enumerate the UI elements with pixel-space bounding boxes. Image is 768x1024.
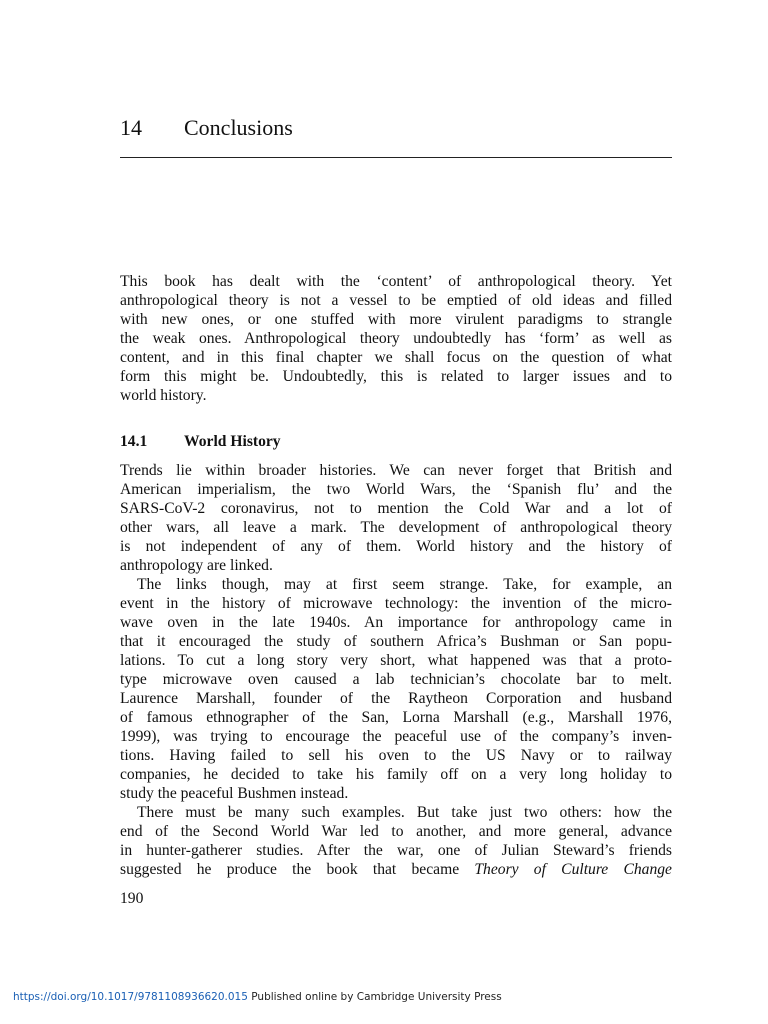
text-line: end of the Second World War led to another, and more general, advance <box>120 823 672 840</box>
text-line: with new ones, or one stuffed with more virulent paradigms to strangle <box>120 311 672 328</box>
text-line: type microwave oven caused a lab technician’s chocolate bar to melt. <box>120 671 672 688</box>
chapter-divider <box>120 157 672 158</box>
section-paragraph-3 <box>120 803 672 879</box>
footer <box>13 990 502 1004</box>
text-line: in hunter-gatherer studies. After the war, one of Julian Steward’s friends <box>120 842 672 859</box>
text-line: other wars, all leave a mark. The development of anthropological theory <box>120 519 672 536</box>
text-line: study the peaceful Bushmen instead. <box>120 785 349 802</box>
section-paragraph-1 <box>120 461 672 575</box>
chapter-number: 14 <box>120 115 142 140</box>
text-line <box>120 860 672 879</box>
text-line: content, and in this final chapter we shall focus on the question of what <box>120 349 672 366</box>
text-line: This book has dealt with the ‘content’ of anthropological theory. Yet <box>120 273 672 290</box>
text-line: 1999), was trying to encourage the peaceful use of the company’s inven- <box>120 728 672 745</box>
text-line: SARS-CoV-2 coronavirus, not to mention the Cold War and a lot of <box>120 500 672 517</box>
text-line: wave oven in the late 1940s. An importance for anthropology came in <box>120 614 672 631</box>
text-line: tions. Having failed to sell his oven to the US Navy or to railway <box>120 747 672 764</box>
text-line: Trends lie within broader histories. We can never forget that British and <box>120 462 672 479</box>
text-line: lations. To cut a long story very short, what happened was that a proto- <box>120 652 672 669</box>
text-line: event in the history of microwave technology: the invention of the micro- <box>120 595 672 612</box>
section-number: 14.1 <box>120 433 148 450</box>
section-heading <box>120 432 672 452</box>
text-run: suggested he produce the book that became <box>120 861 460 878</box>
text-line: American imperialism, the two World Wars, the ‘Spanish flu’ and the <box>120 481 672 498</box>
text-line: companies, he decided to take his family off on a very long holiday to <box>120 766 672 783</box>
book-title: Theory of Culture Change <box>474 861 672 878</box>
section-title: World History <box>184 433 281 450</box>
intro-paragraph <box>120 272 672 405</box>
page-number: 190 <box>120 890 144 907</box>
doi-link[interactable]: https://doi.org/10.1017/9781108936620.015 <box>13 991 248 1003</box>
text-line: is not independent of any of them. World history and the history of <box>120 538 672 555</box>
text-line: There must be many such examples. But take just two others: how the <box>137 804 672 821</box>
text-line: that it encouraged the study of southern Africa’s Bushman or San popu- <box>120 633 672 650</box>
text-line: form this might be. Undoubtedly, this is related to larger issues and to <box>120 368 672 385</box>
text-line: Laurence Marshall, founder of the Raytheon Corporation and husband <box>120 690 672 707</box>
chapter-title: Conclusions <box>184 115 293 140</box>
section-paragraph-2 <box>120 575 672 803</box>
publisher-note: Published online by Cambridge University Press <box>251 991 502 1003</box>
text-line: world history. <box>120 387 207 404</box>
chapter-heading <box>120 113 672 143</box>
text-line: anthropological theory is not a vessel to be emptied of old ideas and filled <box>120 292 672 309</box>
text-line: anthropology are linked. <box>120 557 273 574</box>
text-line: The links though, may at first seem strange. Take, for example, an <box>137 576 672 593</box>
text-line: of famous ethnographer of the San, Lorna Marshall (e.g., Marshall 1976, <box>120 709 672 726</box>
text-line: the weak ones. Anthropological theory undoubtedly has ‘form’ as well as <box>120 330 672 347</box>
